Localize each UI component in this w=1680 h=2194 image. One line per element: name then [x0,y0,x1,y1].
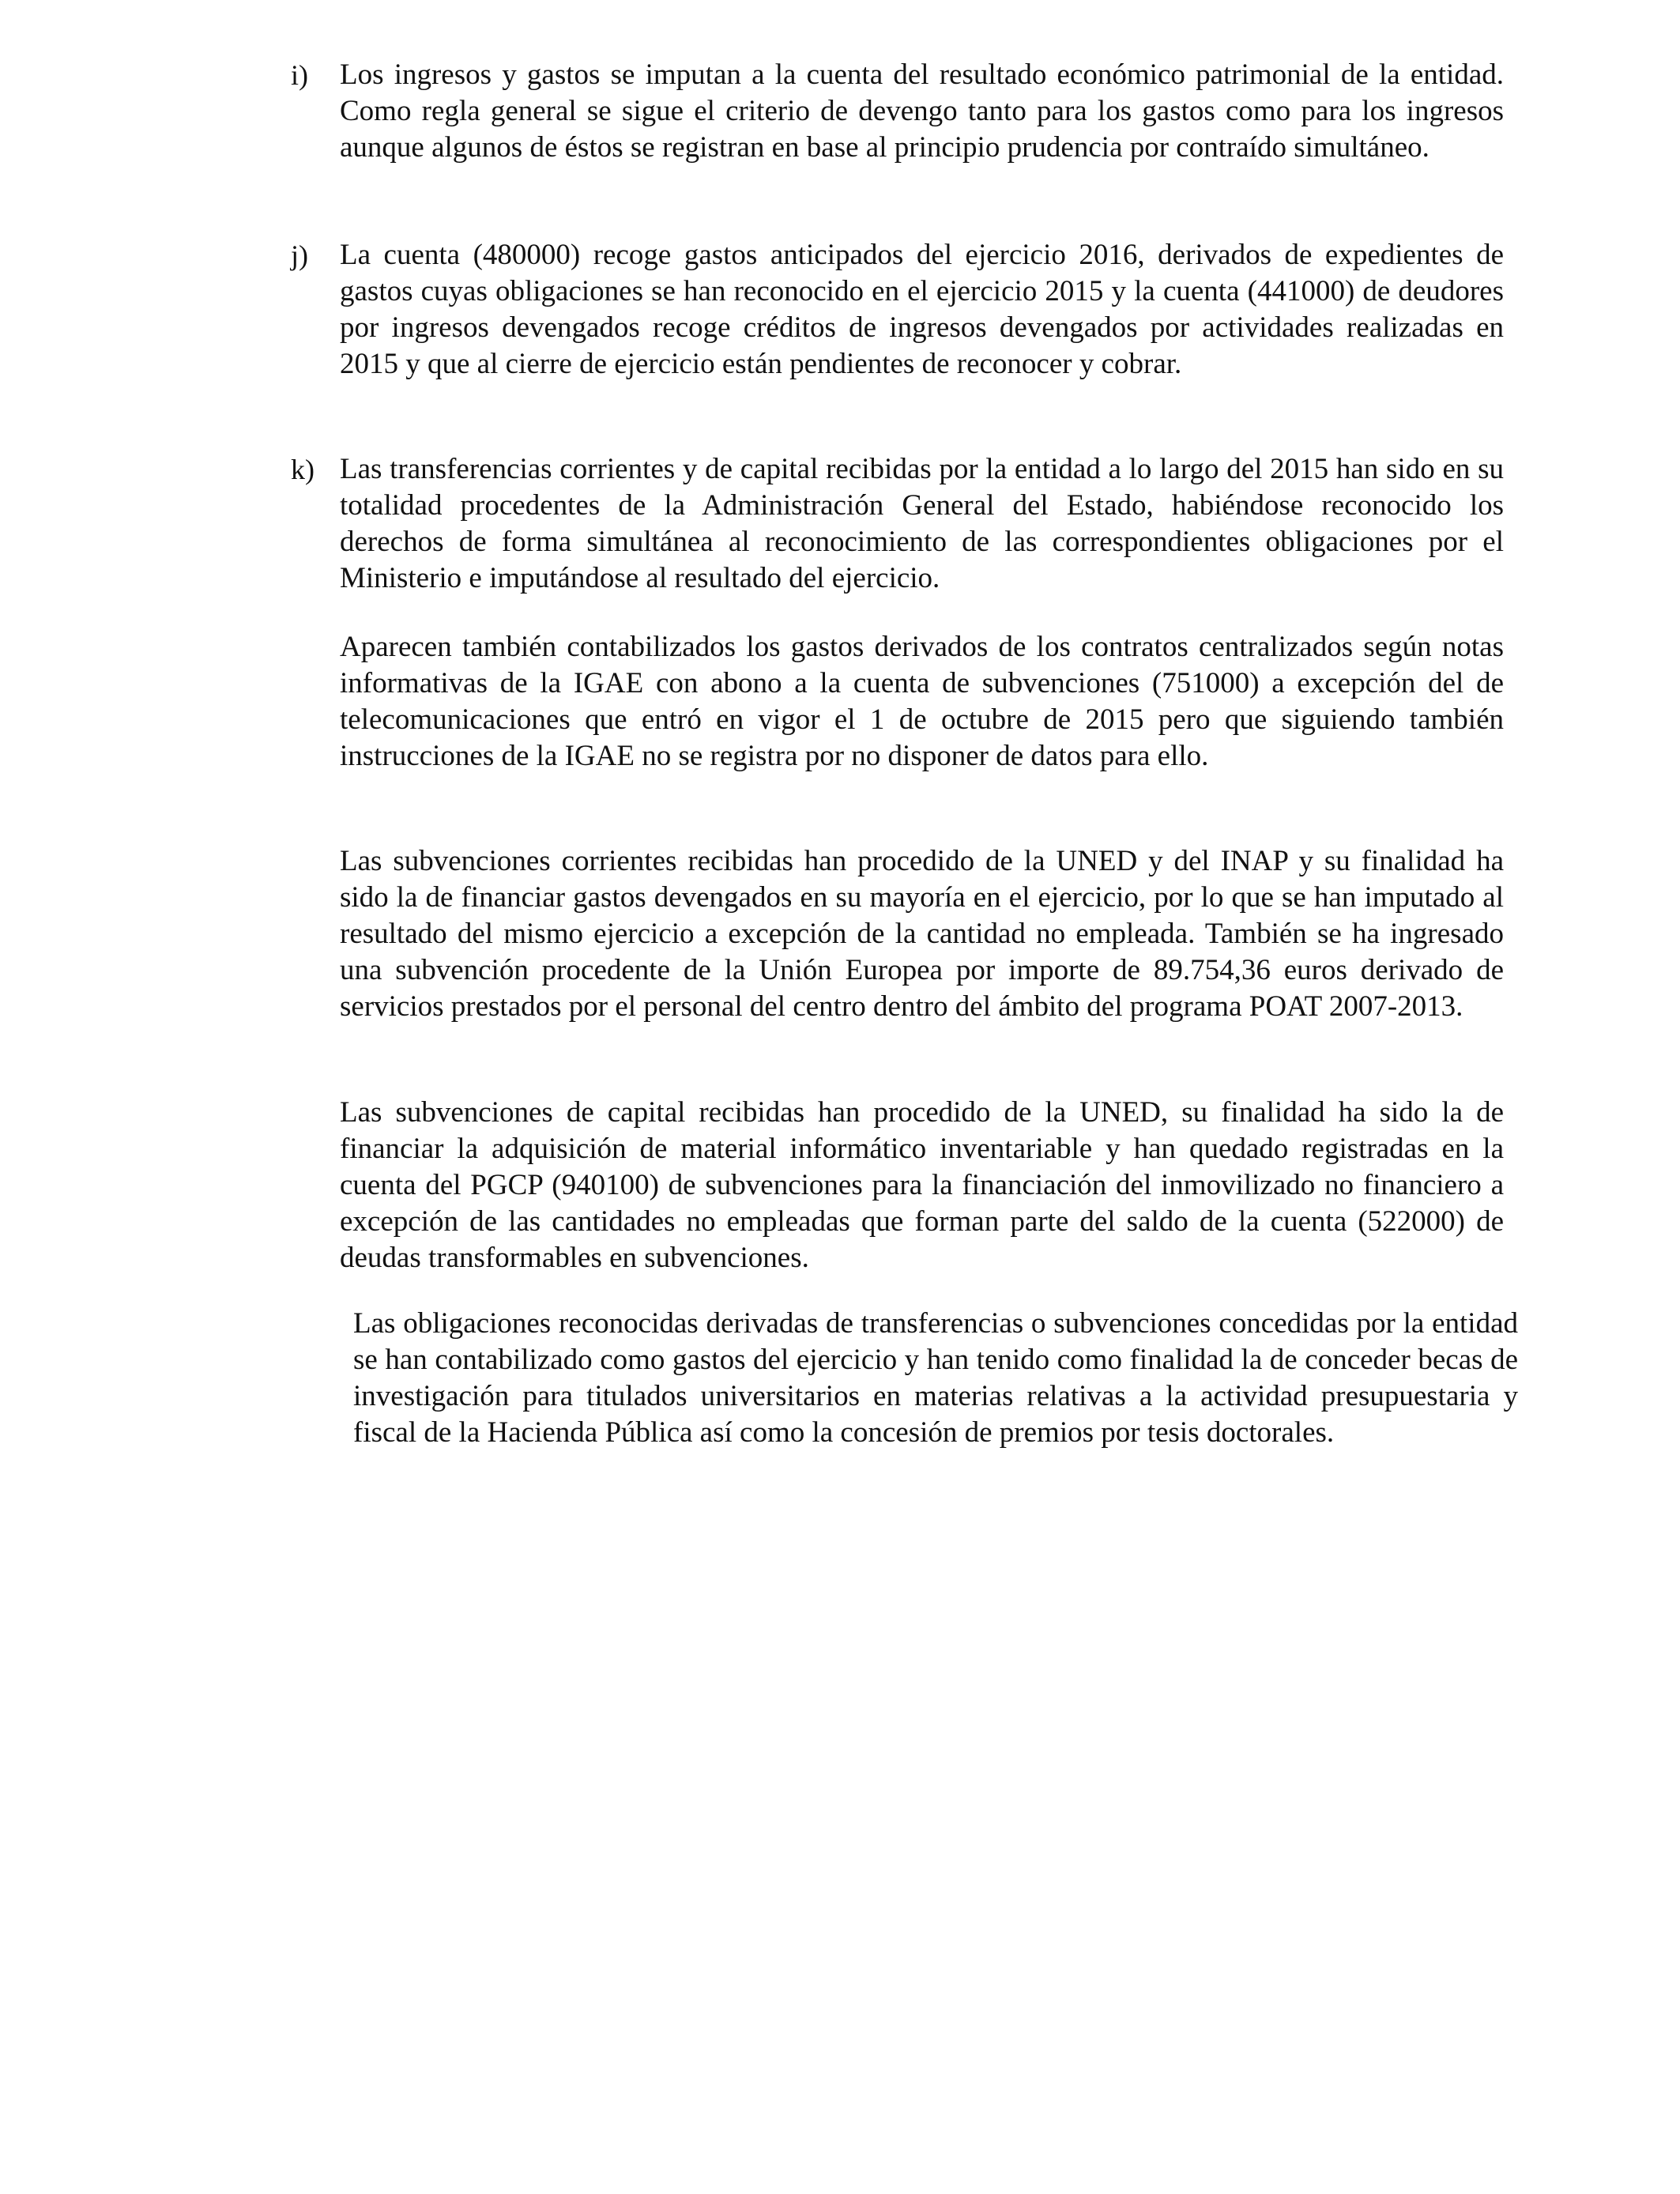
continuation-paragraph: Las obligaciones reconocidas derivadas de transferencias o subvenciones concedidas por la entidad se han contabilizado como gastos del ejercicio y han tenido como finalidad la de conceder becas de investigación para titulados universitarios en materias relativas a la actividad presupuestaria y fiscal de la Hacienda Pública así como la concesión de premios por tesis doctorales. [353,1307,1518,1449]
paragraph-text: La cuenta (480000) recoge gastos anticipados del ejercicio 2016, derivados de expedientes de gastos cuyas obligaciones se han reconocido en el ejercicio 2015 y la cuenta (441000) de deudores por ingresos devengados recoge créditos de ingresos devengados por actividades realizadas en 2015 y que al cierre de ejercicio están pendientes de reconocer y cobrar. [340,239,1504,380]
continuation-paragraph: Las subvenciones corrientes recibidas han procedido de la UNED y del INAP y su finalidad ha sido la de financiar gastos devengados en su mayoría en el ejercicio, por lo que se han imputado al resultado del mismo ejercicio a excepción de la cantidad no empleada. También se ha ingresado una subvención procedente de la Unión Europea por importe de 89.754,36 euros derivado de servicios prestados por el personal del centro dentro del ámbito del programa POAT 2007-2013. [340,845,1504,1023]
list-marker: k) [291,454,315,485]
list-item-k [291,451,1504,597]
list-marker: i) [291,59,308,91]
list-marker: j) [291,239,308,271]
paragraph-text: Los ingresos y gastos se imputan a la cuenta del resultado económico patrimonial de la entidad. Como regla general se sigue el criterio de devengo tanto para los gastos como para los ingresos aunque algunos de éstos se registran en base al principio prudencia por contraído simultáneo. [340,58,1504,164]
paragraph-text: Las transferencias corrientes y de capital recibidas por la entidad a lo largo del 2015 han sido en su totalidad procedentes de la Administración General del Estado, habiéndose reconocido los derechos de forma simultánea al reconocimiento de las correspondientes obligaciones por el Ministerio e imputándose al resultado del ejercicio. [340,453,1504,594]
list-item-i [291,57,1504,166]
continuation-paragraph: Aparecen también contabilizados los gastos derivados de los contratos centralizados según notas informativas de la IGAE con abono a la cuenta de subvenciones (751000) a excepción del de telecomunicaciones que entró en vigor el 1 de octubre de 2015 pero que siguiendo también instrucciones de la IGAE no se registra por no disponer de datos para ello. [340,631,1504,772]
continuation-paragraph: Las subvenciones de capital recibidas han procedido de la UNED, su finalidad ha sido la de financiar la adquisición de material informático inventariable y han quedado registradas en la cuenta del PGCP (940100) de subvenciones para la financiación del inmovilizado no financiero a excepción de las cantidades no empleadas que forman parte del saldo de la cuenta (522000) de deudas transformables en subvenciones. [340,1096,1504,1274]
list-item-j [291,237,1504,383]
